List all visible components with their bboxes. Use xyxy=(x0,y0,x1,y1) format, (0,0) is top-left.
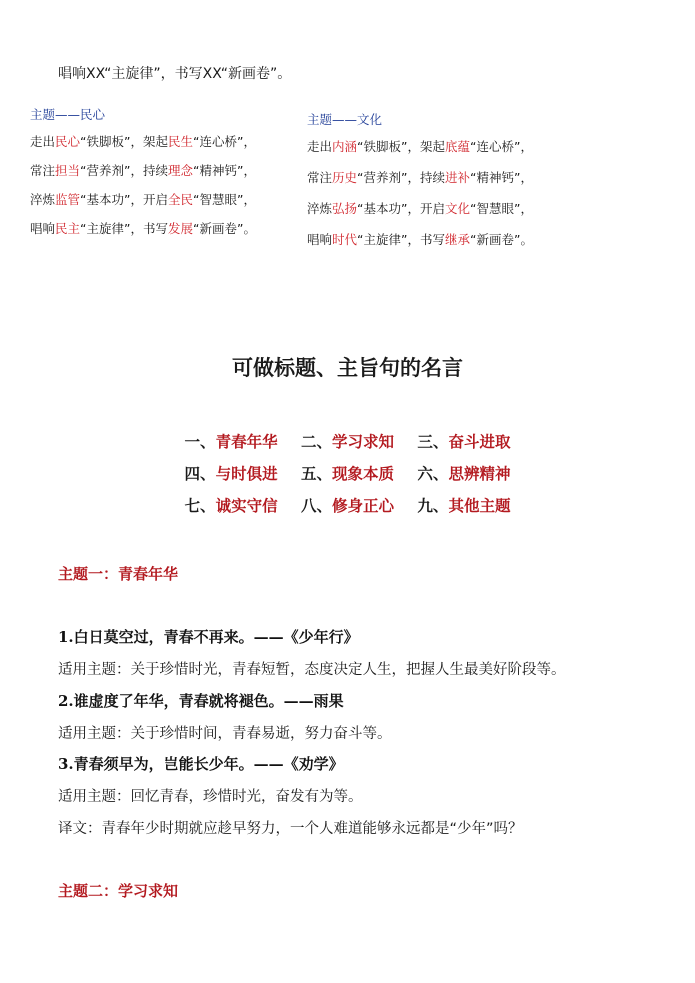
keyword: 弘扬 xyxy=(332,201,358,216)
keyword: 监管 xyxy=(55,192,81,207)
topic-link[interactable]: 三、奋斗进取 xyxy=(417,432,511,451)
theme-column-title: 主题——民心 xyxy=(30,107,106,122)
topic-link[interactable]: 二、学习求知 xyxy=(300,432,395,451)
theme-line: 走出内涵“铁脚板”，架起底蕴“连心桥”， xyxy=(307,139,533,154)
theme-line: 唱响时代“主旋律”，书写继承“新画卷”。 xyxy=(307,232,533,247)
topic-link[interactable]: 四、与时俱进 xyxy=(184,464,278,483)
applicable-theme: 适用主题：关于珍惜时间，青春易逝，努力奋斗等。 xyxy=(58,726,392,742)
keyword: 理念 xyxy=(167,163,193,178)
quote-line: 1.白日莫空过，青春不再来。——《少年行》 xyxy=(58,628,359,646)
quote-line: 2.谁虚度了年华，青春就将褪色。——雨果 xyxy=(58,692,344,710)
topic-link[interactable]: 八、修身正心 xyxy=(300,496,395,515)
keyword: 历史 xyxy=(332,170,358,185)
topic-row xyxy=(0,432,695,464)
keyword: 文化 xyxy=(444,201,470,216)
topic-index xyxy=(0,432,695,528)
theme-line: 走出民心“铁脚板”，架起民生“连心桥”， xyxy=(30,134,256,149)
theme-column-wenhua xyxy=(307,110,533,264)
keyword: 时代 xyxy=(332,232,358,247)
keyword: 进补 xyxy=(444,170,470,185)
topic-row xyxy=(0,464,695,496)
theme-line: 常注历史“营养剂”，持续进补“精神钙”， xyxy=(307,170,533,185)
page-title: 可做标题、主旨句的名言 xyxy=(232,356,463,380)
topic-row xyxy=(0,496,695,528)
keyword: 民主 xyxy=(55,221,81,236)
topic-link[interactable]: 五、现象本质 xyxy=(300,464,395,483)
keyword: 继承 xyxy=(444,232,470,247)
translation: 译文：青春年少时期就应趁早努力，一个人难道能够永远都是“少年”吗？ xyxy=(58,821,523,837)
topic-link[interactable]: 九、其他主题 xyxy=(417,496,511,515)
keyword: 发展 xyxy=(167,221,193,236)
keyword: 底蕴 xyxy=(444,139,470,154)
keyword: 民生 xyxy=(167,134,193,149)
section-title: 主题二：学习求知 xyxy=(58,882,179,900)
topic-link[interactable]: 一、青春年华 xyxy=(184,432,278,451)
section-title: 主题一：青春年华 xyxy=(58,565,179,583)
theme-column-minxin xyxy=(30,105,256,251)
applicable-theme: 适用主题：回忆青春，珍惜时光，奋发有为等。 xyxy=(58,789,363,805)
theme-line: 唱响民主“主旋律”，书写发展“新画卷”。 xyxy=(30,221,256,236)
theme-line: 淬炼弘扬“基本功”，开启文化“智慧眼”， xyxy=(307,201,533,216)
intro-line: 唱响XX“主旋律”，书写XX“新画卷”。 xyxy=(58,66,292,82)
keyword: 内涵 xyxy=(332,139,358,154)
applicable-theme: 适用主题：关于珍惜时光，青春短暂，态度决定人生，把握人生最美好阶段等。 xyxy=(58,662,566,678)
theme-line: 常注担当“营养剂”，持续理念“精神钙”， xyxy=(30,163,256,178)
quote-line: 3.青春须早为，岂能长少年。——《劝学》 xyxy=(58,755,344,773)
keyword: 担当 xyxy=(55,163,81,178)
topic-link[interactable]: 七、诚实守信 xyxy=(184,496,278,515)
topic-link[interactable]: 六、思辨精神 xyxy=(417,464,511,483)
keyword: 民心 xyxy=(55,134,81,149)
theme-column-title: 主题——文化 xyxy=(307,112,383,127)
keyword: 全民 xyxy=(167,192,193,207)
theme-line: 淬炼监管“基本功”，开启全民“智慧眼”， xyxy=(30,192,256,207)
